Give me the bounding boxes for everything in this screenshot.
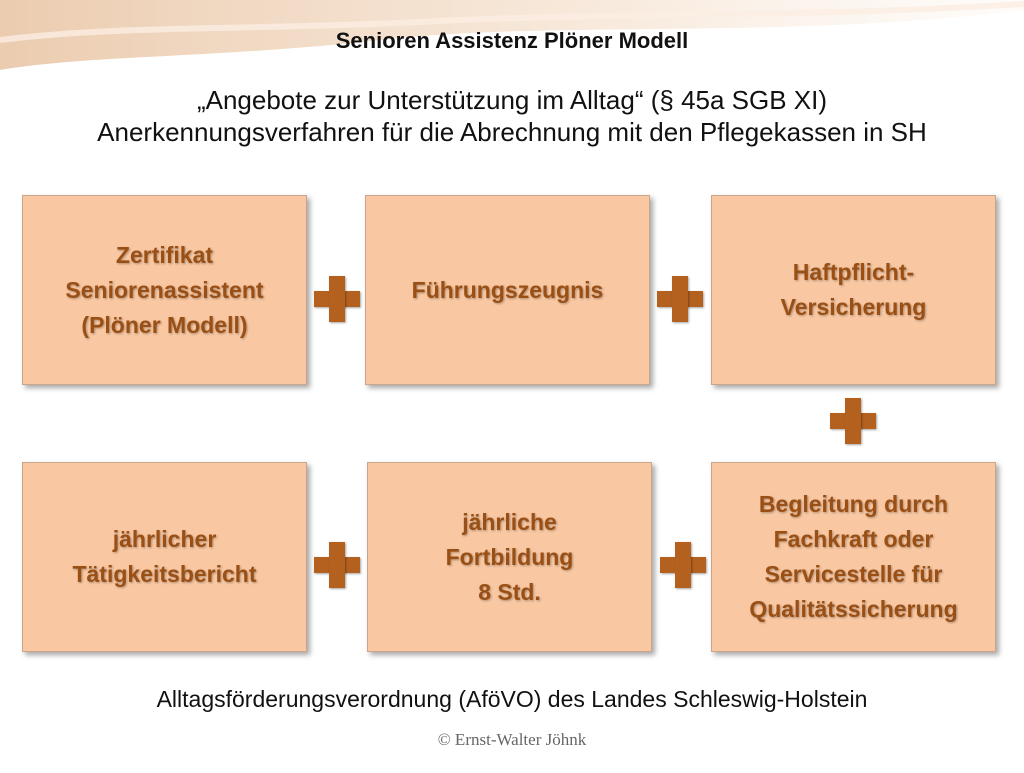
plus-icon (314, 542, 360, 588)
plus-icon (314, 276, 360, 322)
box-fuehrungszeugnis-text: Führungszeugnis (411, 276, 604, 303)
box-haftpflicht-text: Haftpflicht- Versicherung (780, 259, 927, 320)
subtitle (0, 84, 1024, 148)
box-taetigkeitsbericht (22, 462, 307, 652)
plus-icon (660, 542, 706, 588)
box-zertifikat (22, 195, 307, 385)
box-taetigkeitsbericht-text: jährlicher Tätigkeitsbericht (72, 526, 257, 587)
copyright: © Ernst-Walter Jöhnk (437, 730, 587, 749)
plus-icon (830, 398, 876, 444)
box-begleitung (711, 462, 996, 652)
box-fuehrungszeugnis (365, 195, 650, 385)
page-title: Senioren Assistenz Plöner Modell (335, 28, 689, 53)
box-haftpflicht (711, 195, 996, 385)
subtitle-line-1: „Angebote zur Unterstützung im Alltag“ (§ 45a SGB XI) (196, 85, 828, 115)
plus-icon (657, 276, 703, 322)
box-fortbildung (367, 462, 652, 652)
footer-regulation: Alltagsförderungsverordnung (AföVO) des Landes Schleswig-Holstein (156, 686, 868, 712)
box-begleitung-text: Begleitung durch Fachkraft oder Servicestelle für Qualitätssicherung (749, 491, 958, 622)
box-zertifikat-text: Zertifikat Seniorenassistent (Plöner Modell) (65, 241, 264, 338)
box-fortbildung-text: jährliche Fortbildung 8 Std. (445, 508, 574, 605)
subtitle-line-2: Anerkennungsverfahren für die Abrechnung mit den Pflegekassen in SH (97, 117, 927, 147)
